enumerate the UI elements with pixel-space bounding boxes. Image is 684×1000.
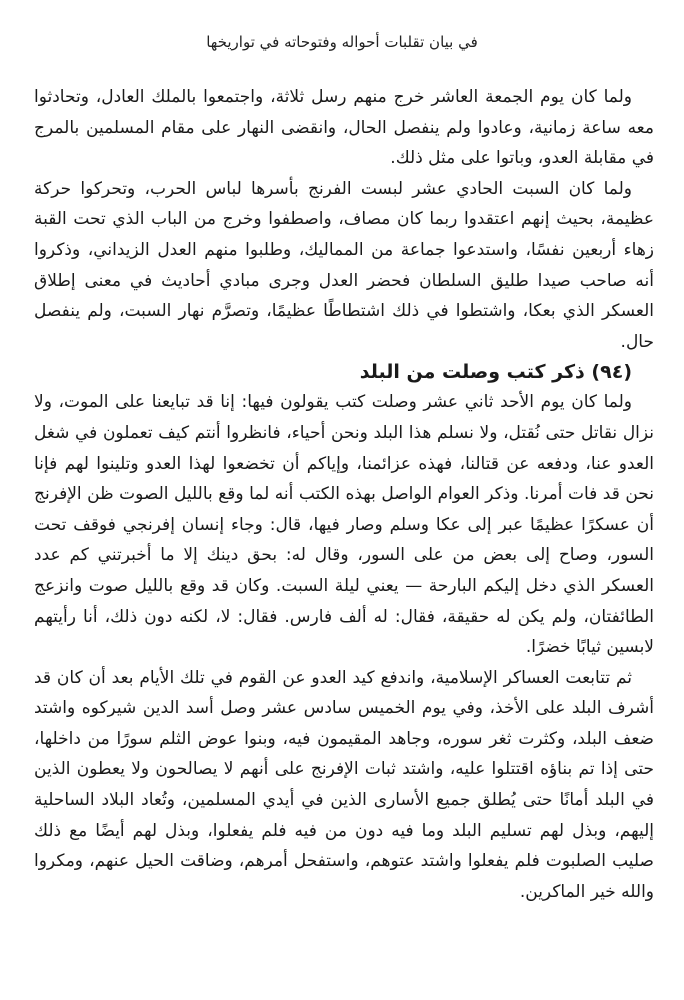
running-header: في بيان تقلبات أحواله وفتوحاته في تواريخها: [206, 33, 478, 51]
paragraph: ولما كان يوم الأحد ثاني عشر وصلت كتب يقولون فيها: إنا قد تبايعنا على الموت، ولا نزال نقاتل حتى نُقتل، ولا نسلم هذا البلد ونحن أحياء، فانظروا أنتم كيف تعملون في شغل العدو عنا، ودفعه عن قتالنا، فهذه عزائمنا، وإياكم أن تخضعوا لهذا العدو وتلينوا لهم فإنا نحن قد فات أمرنا. وذكر العوام الواصل بهذه الكتب أنه لما وقع بالليل الصوت ظن الإفرنج أن عسكرًا عظيمًا عبر إلى عكا وسلم وصار فيها، قال: وجاء إنسان إفرنجي فوقف تحت السور، وصاح إلى بعض من على السور، وقال له: بحق دينك إلا ما أخبرتني كم عدد العسكر الذي دخل إليكم البارحة — يعني ليلة السبت. وكان قد وقع بالليل صوت وانزعج الطائفتان، ولم يكن له حقيقة، فقال: له ألف فارس. فقال: لا، لكنه دون ذلك، أنا رأيتهم لابسين ثيابًا خضرًا.: [34, 392, 654, 658]
paragraph: ولما كان يوم الجمعة العاشر خرج منهم رسل ثلاثة، واجتمعوا بالملك العادل، وتحادثوا معه ساعة زمانية، وعادوا ولم ينفصل الحال، وانقضى النهار على مقام المسلمين بالمرج في مقابلة العدو، وباتوا على مثل ذلك.: [34, 87, 654, 169]
paragraph: ثم تتابعت العساكر الإسلامية، واندفع كيد العدو عن القوم في تلك الأيام بعد أن كان قد أشرف البلد على الأخذ، وفي يوم الخميس سادس عشر وصل أسد الدين شيركوه واشتد ضعف البلد، وكثرت ثغر سوره، وجاهد المقيمون فيه، وبنوا عوض الثلم سورًا من داخلها، حتى إذا تم بناؤه اقتتلوا عليه، واشتد ثبات الإفرنج على أنهم لا يصالحون ولا يعطون الذين في البلد أمانًا حتى يُطلق جميع الأسارى الذين في أيدي المسلمين، وتُعاد البلاد الساحلية إليهم، وبذل لهم تسليم البلد وما فيه دون من فيه فلم يفعلوا، وبذل لهم أيضًا مع ذلك صليب الصلبوت فلم يفعلوا واشتد عتوهم، واستفحل أمرهم، وضاقت الحيل عنهم، ومكروا والله خير الماكرين.: [34, 667, 654, 902]
body-text: [34, 82, 654, 907]
section-heading: (٩٤) ذكر كتب وصلت من البلد: [359, 361, 632, 384]
paragraph: ولما كان السبت الحادي عشر لبست الفرنج بأسرها لباس الحرب، وتحركوا حركة عظيمة، بحيث إنهم اعتقدوا ربما كان مصاف، واصطفوا وخرج من الباب الذي تحت القبة زهاء أربعين نفسًا، واستدعوا جماعة من المماليك، وطلبوا منهم العدل الزيداني، وذكروا أنه صاحب صيدا طليق السلطان فحضر العدل وجرى مبادي أحاديث في معنى إطلاق العسكر الذي بعكا، واشتطوا في ذلك اشتطاطًا عظيمًا، وتصرَّم نهار السبت، ولم ينفصل حال.: [34, 178, 654, 352]
